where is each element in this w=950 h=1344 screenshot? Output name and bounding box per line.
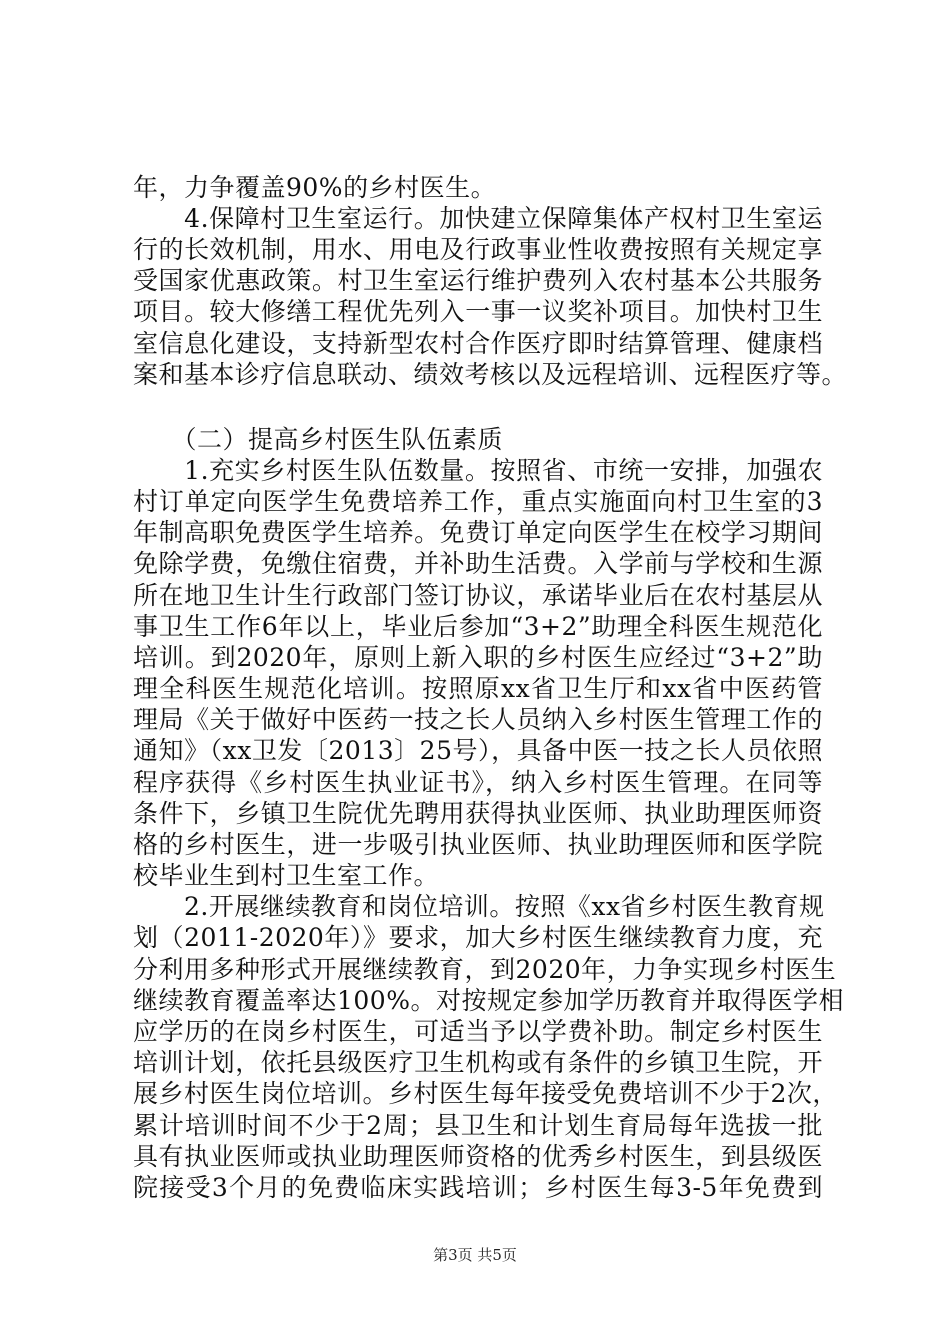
text-line: 项目。较大修缮工程优先列入一事一议奖补项目。加快村卫生 (133, 297, 823, 326)
text-line: 继续教育覆盖率达100%。对按规定参加学历教育并取得医学相 (133, 986, 844, 1015)
page-footer: 第3页 共5页 (433, 1246, 517, 1264)
text-line: 格的乡村医生，进一步吸引执业医师、执业助理医师和医学院 (133, 830, 823, 859)
text-line: 受国家优惠政策。村卫生室运行维护费列入农村基本公共服务 (133, 266, 823, 295)
text-line: 条件下，乡镇卫生院优先聘用获得执业医师、执业助理医师资 (133, 799, 823, 828)
text-line: 理全科医生规范化培训。按照原xx省卫生厅和xx省中医药管 (133, 674, 823, 703)
text-line: 展乡村医生岗位培训。乡村医生每年接受免费培训不少于2次， (133, 1079, 838, 1108)
text-line: 村订单定向医学生免费培养工作，重点实施面向村卫生室的3 (133, 487, 823, 516)
text-line: 累计培训时间不少于2周；县卫生和计划生育局每年选拔一批 (133, 1111, 823, 1140)
text-line: 培训。到2020年，原则上新入职的乡村医生应经过“3+2”助 (133, 643, 823, 672)
text-line: 划（2011-2020年）》要求，加大乡村医生继续教育力度，充 (133, 923, 823, 952)
text-line: （二）提高乡村医生队伍素质 (133, 425, 504, 454)
text-line: 所在地卫生计生行政部门签订协议，承诺毕业后在农村基层从 (133, 581, 823, 610)
text-line: 免除学费，免缴住宿费，并补助生活费。入学前与学校和生源 (133, 549, 823, 578)
text-line: 校毕业生到村卫生室工作。 (133, 861, 440, 890)
text-line: 通知》（xx卫发〔2013〕25号），具备中医一技之长人员依照 (133, 736, 823, 765)
text-line: 培训计划，依托县级医疗卫生机构或有条件的乡镇卫生院，开 (133, 1048, 823, 1077)
text-line: 年，力争覆盖90%的乡村医生。 (133, 173, 497, 202)
text-line: 理局《关于做好中医药一技之长人员纳入乡村医生管理工作的 (133, 705, 823, 734)
text-line: 4.保障村卫生室运行。加快建立保障集体产权村卫生室运 (133, 204, 823, 233)
text-line: 事卫生工作6年以上，毕业后参加“3+2”助理全科医生规范化 (133, 612, 823, 641)
text-line: 应学历的在岗乡村医生，可适当予以学费补助。制定乡村医生 (133, 1017, 823, 1046)
text-line: 程序获得《乡村医生执业证书》，纳入乡村医生管理。在同等 (133, 768, 823, 797)
text-line: 具有执业医师或执业助理医师资格的优秀乡村医生，到县级医 (133, 1142, 823, 1171)
text-line: 1.充实乡村医生队伍数量。按照省、市统一安排，加强农 (133, 456, 823, 485)
text-line: 2.开展继续教育和岗位培训。按照《xx省乡村医生教育规 (133, 892, 825, 921)
text-line: 院接受3个月的免费临床实践培训；乡村医生每3-5年免费到 (133, 1173, 823, 1202)
text-line: 分利用多种形式开展继续教育，到2020年，力争实现乡村医生 (133, 955, 837, 984)
text-line: 行的长效机制，用水、用电及行政事业性收费按照有关规定享 (133, 235, 823, 264)
text-line: 年制高职免费医学生培养。免费订单定向医学生在校学习期间 (133, 518, 823, 547)
text-line: 室信息化建设，支持新型农村合作医疗即时结算管理、健康档 (133, 329, 823, 358)
text-line: 案和基本诊疗信息联动、绩效考核以及远程培训、远程医疗等。 (133, 360, 848, 389)
